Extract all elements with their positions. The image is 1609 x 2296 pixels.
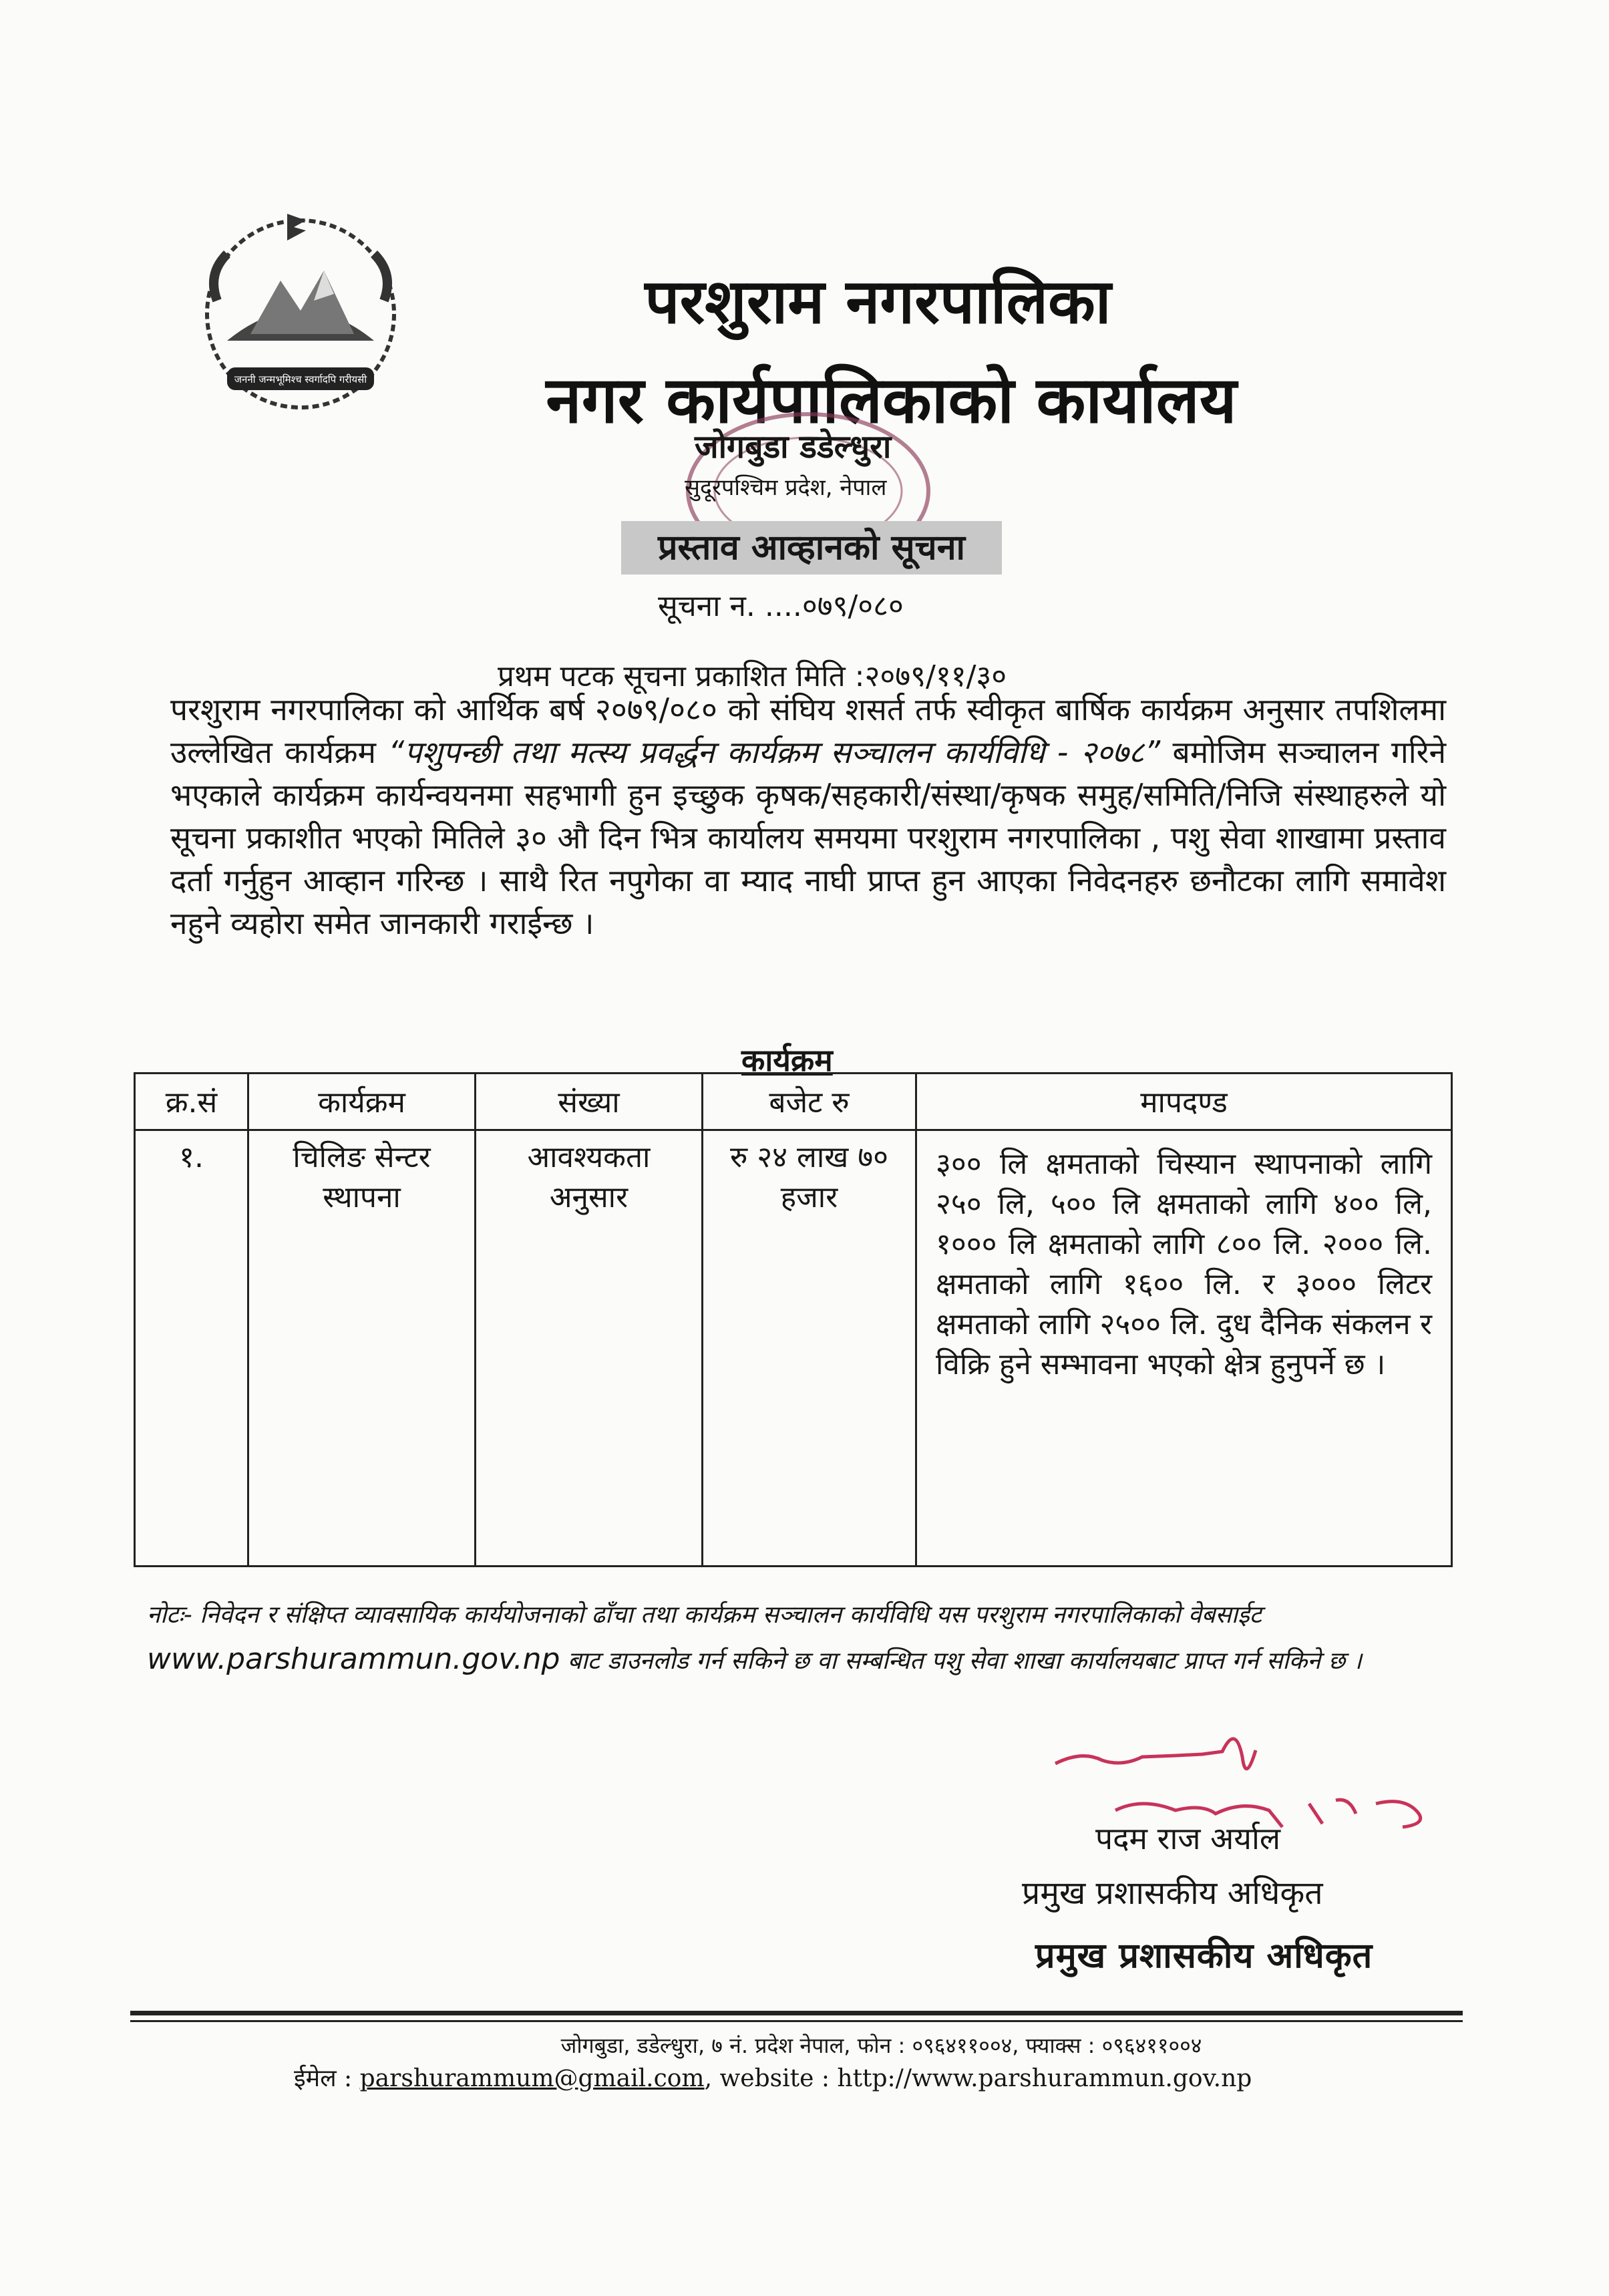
notice-body [170, 688, 1446, 945]
footer-divider [130, 2011, 1463, 2015]
program-table [134, 1072, 1453, 1567]
note-website-link[interactable]: www.parshurammun.gov.np [147, 1642, 560, 1676]
address-line-1: जोगबुडा डडेल्धुरा [695, 428, 892, 466]
website-label: , website : [704, 2065, 838, 2092]
signer-name: पदम राज अर्याल [1095, 1820, 1281, 1856]
email-link[interactable]: parshurammum@gmail.com [359, 2065, 705, 2092]
municipality-title: परशुराम नगरपालिका [645, 266, 1111, 337]
address-line-2: सुदूरपश्चिम प्रदेश, नेपाल [685, 474, 887, 501]
column-header: मापदण्ड [916, 1074, 1452, 1130]
note [147, 1593, 1443, 1683]
table-header-row [135, 1074, 1452, 1130]
body-italic-program: “पशुपन्छी तथा मत्स्य प्रवर्द्धन कार्यक्रम सञ्चालन कार्यविधि - २०७८” [388, 734, 1161, 770]
cell-serial: १. [135, 1130, 248, 1567]
footer-links [294, 2061, 1252, 2094]
cell-program: चिलिङ सेन्टर स्थापना [248, 1130, 476, 1567]
published-date: प्रथम पटक सूचना प्रकाशित मिति :२०७९/११/३० [498, 659, 1007, 693]
body-part-1: परशुराम नगरपालिका को आर्थिक बर्ष २०७९/०८० को संघिय शसर्त तर्फ स्वीकृत बार्षिक कार्यक्रम अनुसार तपशिलमा उल्लेखित कार्यक्रम [170, 691, 1446, 770]
column-header: संख्या [476, 1074, 703, 1130]
footer-contact: जोगबुडा, डडेल्धुरा, ७ नं. प्रदेश नेपाल, फोन : ०९६४११००४, फ्याक्स : ०९६४११००४ [560, 2033, 1202, 2058]
website-link[interactable]: http://www.parshurammun.gov.np [837, 2065, 1252, 2092]
office-title: नगर कार्यपालिकाको कार्यालय [546, 363, 1237, 438]
cell-budget: रु २४ लाख ७० हजार [703, 1130, 916, 1567]
cell-criteria: ३०० लि क्षमताको चिस्यान स्थापनाको लागि २५० लि, ५०० लि क्षमताको लागि ४०० लि, १००० लि क्षमताको लागि ८०० लि. २००० लि. क्षमताको लागि १६०० लि. र ३००० लिटर क्षमताको लागि २५०० लि. दुध दैनिक संकलन र विक्रि हुने सम्भावना भएको क्षेत्र हुनुपर्ने छ । [916, 1130, 1452, 1567]
signer-designation: प्रमुख प्रशासकीय अधिकृत [1022, 1874, 1323, 1912]
emblem-motto: जननी जन्मभूमिश्च स्वर्गादपि गरीयसी [234, 373, 367, 385]
column-header: बजेट रु [703, 1074, 916, 1130]
column-header: क्र.सं [135, 1074, 248, 1130]
notice-number: सूचना न. ....०७९/०८० [658, 589, 904, 623]
notice-banner: प्रस्ताव आव्हानको सूचना [621, 521, 1002, 575]
program-heading: कार्यक्रम [741, 1042, 833, 1078]
table-row [135, 1130, 1452, 1567]
cell-quantity: आवश्यकता अनुसार [476, 1130, 703, 1567]
note-prefix: नोटः- निवेदन र संक्षिप्त व्यावसायिक कार्ययोजनाको ढाँचा तथा कार्यक्रम सञ्चालन कार्यविधि यस परशुराम नगरपालिकाको वेबसाईट [147, 1601, 1262, 1629]
email-label: ईमेल : [294, 2065, 360, 2092]
body-part-2: बमोजिम सञ्चालन गरिने भएकाले कार्यक्रम कार्यन्वयनमा सहभागी हुन इच्छुक कृषक/सहकारी/संस्था/कृषक समुह/समिति/निजि संस्थाहरुले यो सूचना प्रकाशीत भएको मितिले ३० औ दिन भित्र कार्यालय समयमा परशुराम नगरपालिका , पशु सेवा शाखामा प्रस्ताव दर्ता गर्नुहुन आव्हान गरिन्छ । साथै रित नपुगेका वा म्याद नाघी प्राप्त हुन आएका निवेदनहरु छनौटका लागि समावेश नहुने व्यहोरा समेत जानकारी गराईन्छ । [170, 734, 1446, 941]
footer-divider [130, 2020, 1463, 2022]
designation-stamp: प्रमुख प्रशासकीय अधिकृत [1035, 1936, 1373, 1976]
note-suffix: बाट डाउनलोड गर्न सकिने छ वा सम्बन्धित पशु सेवा शाखा कार्यालयबाट प्राप्त गर्न सकिने छ । [560, 1647, 1363, 1675]
column-header: कार्यक्रम [248, 1074, 476, 1130]
